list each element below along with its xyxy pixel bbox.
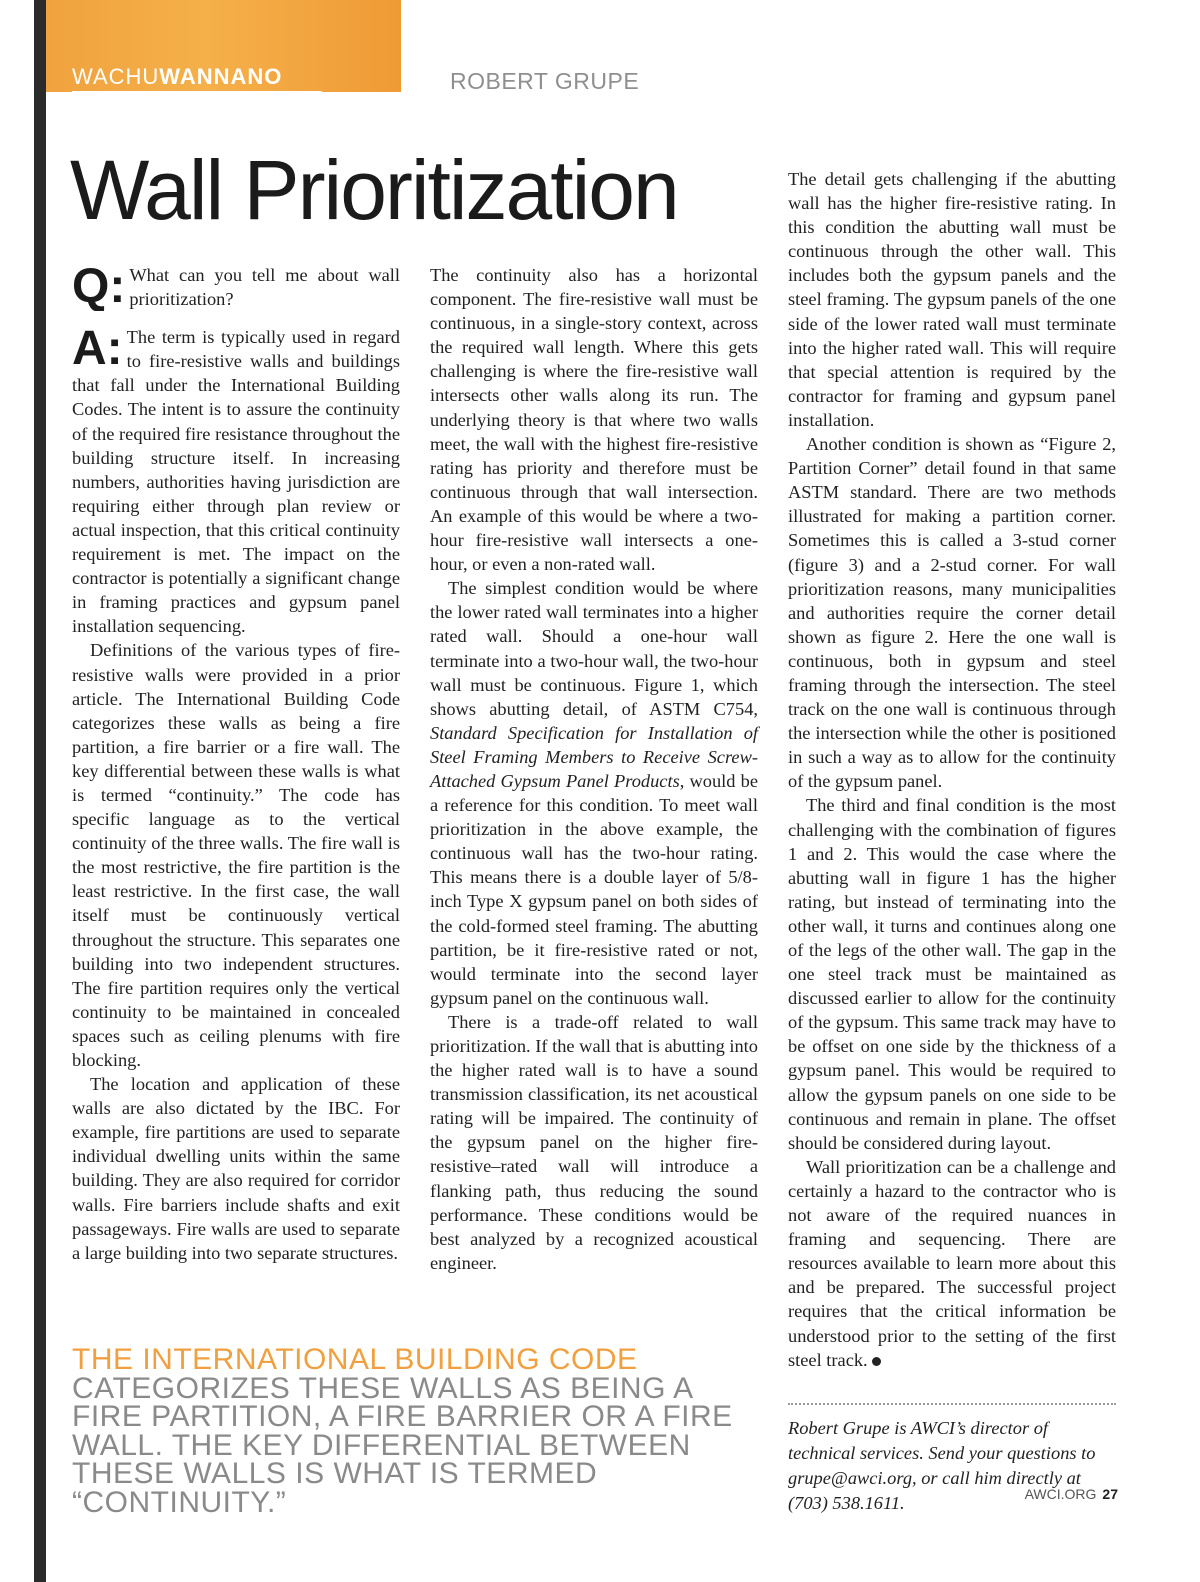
author-name: ROBERT GRUPE bbox=[450, 68, 640, 94]
column-3 bbox=[788, 167, 1116, 1372]
section-underline bbox=[72, 91, 322, 93]
a-letter: A: bbox=[72, 325, 123, 376]
paragraph-final bbox=[788, 1155, 1116, 1372]
page-footer bbox=[1025, 1486, 1118, 1502]
paragraph-horizontal: The continuity also has a horizontal component. The fire-resistive wall must be continuous, in a single-story context, across the required wall length. Where this gets challenging is where the fire-resistive wall intersects other walls along its run. The underlying theory is that where two walls meet, the wall with the highest fire-resistive rating has priority and therefore must be continuous through that wall intersection. An example of this would be where a two-hour fire-resistive wall intersects a one-hour, or even a non-rated wall. bbox=[430, 265, 758, 575]
question-text: What can you tell me about wall prioritization? bbox=[129, 265, 400, 310]
section-label bbox=[72, 66, 282, 88]
paragraph-simplest bbox=[430, 576, 758, 1010]
page-number: 27 bbox=[1102, 1486, 1118, 1502]
simplest-text-b: , would be a reference for this condition. To meet wall prioritization in the above example, the continuous wall has the two-hour rating. This means there is a double layer of 5/8-inch Type X gypsum panel on both sides of the cold-formed steel framing. The abutting partition, be it fire-resistive rated or not, would terminate into the second layer gypsum panel on the continuous wall. bbox=[430, 770, 758, 1008]
pull-quote bbox=[72, 1343, 752, 1519]
q-letter: Q: bbox=[72, 263, 126, 312]
pull-quote-text: CATEGORIZES THESE WALLS AS BEING A FIRE PARTITION, A FIRE BARRIER OR A FIRE WALL. THE KEY DIFFERENTIAL BETWEEN THESE WALLS IS WHAT IS TERMED “CONTINUITY.” bbox=[72, 1371, 733, 1519]
column-2 bbox=[430, 263, 758, 1275]
article-title: Wall Prioritization bbox=[70, 143, 678, 237]
section-label-bold: WANNANO bbox=[159, 64, 283, 89]
footer-site: AWCI.ORG bbox=[1024, 1486, 1097, 1502]
astm-title: Standard Specification for Installation of Steel Framing Members to Receive Screw-Attached Gypsum Panel Products bbox=[430, 722, 758, 791]
end-of-article-icon bbox=[872, 1357, 881, 1366]
question-block bbox=[72, 263, 400, 311]
paragraph-third-condition: The third and final condition is the most challenging with the combination of figures 1 and 2. This would the case where the abutting wall in figure 1 has the higher rating, but instead of terminating into the other wall, it turns and continues along one of the legs of the other wall. The gap in the one steel track must be maintained as discussed earlier to allow for the continuity of the gypsum. This same track may have to be offset on one side by the thickness of a gypsum panel. This would be required to allow the gypsum panels on one side to be continuous and remain in plane. The offset should be considered during layout. bbox=[788, 795, 1116, 1153]
paragraph-location: The location and application of these walls are also dictated by the IBC. For example, fire partitions are used to separate individual dwelling units within the same building. They are also required for corridor walls. Fire barriers include shafts and exit passageways. Fire walls are used to separate a large building into two separate structures. bbox=[72, 1074, 400, 1263]
answer-lead-paragraph: The term is typically used in regard to fire-resistive walls and buildings that fall under the International Building Codes. The intent is to assure the continuity of the required fire resistance throughout the building structure itself. In increasing numbers, authorities having jurisdiction are requiring either through plan review or actual inspection, that this critical continuity requirement is met. The impact on the contractor is potentially a significant change in framing practices and gypsum panel installation sequencing. bbox=[72, 327, 400, 637]
paragraph-detail: The detail gets challenging if the abutting wall has the higher fire-resistive rating. In this condition the abutting wall must be continuous through the other wall. This includes both the gypsum panels and the steel framing. The gypsum panels of the one side of the lower rated wall must terminate into the higher rated wall. This will require that special attention is required by the contractor for framing and gypsum panel installation. bbox=[788, 169, 1116, 430]
page-spine-bar bbox=[34, 0, 46, 1582]
answer-block bbox=[72, 325, 400, 638]
paragraph-corner: Another condition is shown as “Figure 2, Partition Corner” detail found in that same ASTM standard. There are two methods illustrated for making a partition corner. Sometimes this is called a 3-stud corner (figure 3) and a 2-stud corner. For wall prioritization reasons, many municipalities and authorities require the corner detail shown as figure 2. Here the one wall is continuous, both in gypsum and steel framing through the intersection. The steel track on the one wall is continuous through the intersection while the other is positioned in such a way as to allow for the continuity of the gypsum panel. bbox=[788, 434, 1116, 792]
column-1 bbox=[72, 263, 400, 1265]
simplest-text-a: The simplest condition would be where the lower rated wall terminates into a higher rated wall. Should a one-hour wall terminate into a two-hour wall, the two-hour wall must be continuous. Figure 1, which shows abutting detail, of ASTM C754, bbox=[430, 578, 758, 719]
final-text: Wall prioritization can be a challenge and certainly a hazard to the contractor who is not aware of the required nuances in framing and sequencing. There are resources available to learn more about this and be prepared. The successful project requires that the critical information be understood prior to the setting of the first steel track. bbox=[788, 1156, 1116, 1370]
pull-quote-accent: THE INTERNATIONAL BUILDING CODE bbox=[72, 1343, 638, 1376]
paragraph-definitions: Definitions of the various types of fire-resistive walls were provided in a prior article. The International Building Code categorizes these walls as being a fire partition, a fire barrier or a fire wall. The key differential between these walls is what is termed “continuity.” The code has specific language as to the vertical continuity of the three walls. The fire wall is the most restrictive, the fire partition is the least restrictive. In the first case, the wall itself must be continuously vertical throughout the structure. This separates one building into two independent structures. The fire partition requires only the vertical continuity to be maintained in concealed spaces such as ceiling plenums with fire blocking. bbox=[72, 640, 400, 1070]
paragraph-tradeoff: There is a trade-off related to wall prioritization. If the wall that is abutting into the higher rated wall is to have a sound transmission classification, its net acoustical rating will be impaired. The continuity of the gypsum panel on the higher fire-resistive–rated wall will introduce a flanking path, thus reducing the sound performance. These conditions would be best analyzed by a recognized acoustical engineer. bbox=[430, 1011, 758, 1273]
section-label-light: WACHU bbox=[72, 64, 160, 89]
author-bio: Robert Grupe is AWCI’s director of technical services. Send your questions to grupe@awci.org, or call him directly at (703) 538.1611. bbox=[788, 1418, 1096, 1513]
bio-divider bbox=[788, 1403, 1116, 1405]
